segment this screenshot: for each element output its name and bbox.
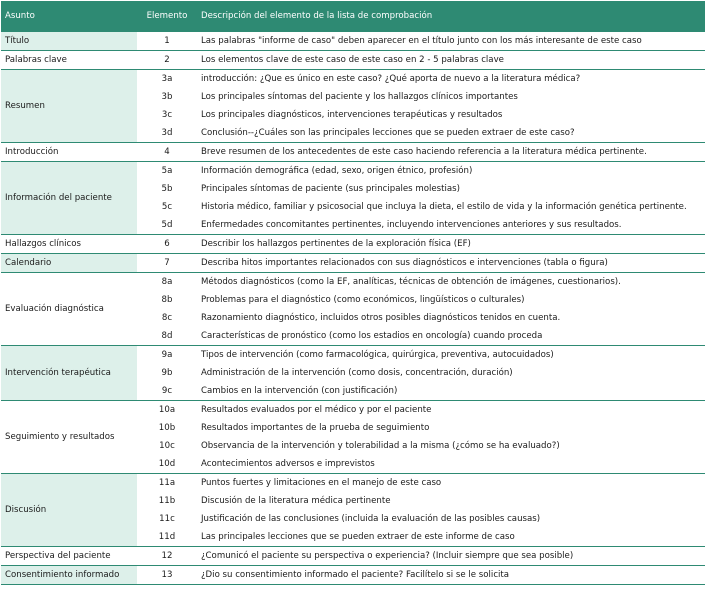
table-row: [1, 32, 705, 51]
item-cell: 11a: [137, 474, 197, 493]
description-cell: Justificación de las conclusiones (incluida la evaluación de las posibles causas): [201, 514, 541, 524]
item-cell: 10a: [137, 401, 197, 420]
topic-cell: Introducción: [1, 143, 137, 162]
item-cell: 5c: [161, 202, 173, 212]
topic-cell: Evaluación diagnóstica: [1, 273, 137, 346]
item-cell: 5b: [161, 184, 173, 194]
topic-cell: Perspectiva del paciente: [1, 547, 137, 566]
description-cell: introducción: ¿Que es único en este caso? ¿Qué aporta de nuevo a la literatura médica?: [197, 70, 705, 89]
item-cell: 7: [137, 254, 197, 273]
table-row: [1, 547, 705, 566]
description-cell: Resultados importantes de la prueba de seguimiento: [201, 423, 430, 433]
topic-cell: Calendario: [1, 254, 137, 273]
item-cell: 8c: [161, 313, 173, 323]
item-cell: 9b: [161, 368, 173, 378]
table-row: [1, 162, 705, 181]
description-cell: Problemas para el diagnóstico (como económicos, lingüísticos o culturales): [201, 295, 525, 305]
table-row: [1, 254, 705, 273]
table-row: [1, 143, 705, 162]
item-cell: 10c: [159, 441, 175, 451]
topic-cell: Palabras clave: [1, 51, 137, 70]
description-cell: Los principales síntomas del paciente y los hallazgos clínicos importantes: [201, 92, 518, 102]
item-cell: 5d: [161, 220, 173, 230]
description-cell: Principales síntomas de paciente (sus principales molestias): [201, 184, 460, 194]
item-cell: 12: [137, 547, 197, 566]
topic-cell: Información del paciente: [1, 162, 137, 235]
table-header: [1, 1, 705, 32]
table-row: [1, 51, 705, 70]
item-cell: 8b: [161, 295, 173, 305]
table-body: [1, 32, 705, 585]
header-topic: Asunto: [1, 1, 137, 32]
item-cell: 9c: [161, 386, 173, 396]
description-cell: Describa hitos importantes relacionados con sus diagnósticos e intervenciones (tabla o figura): [197, 254, 705, 273]
description-cell: Razonamiento diagnóstico, incluidos otros posibles diagnósticos tenidos en cuenta.: [201, 313, 561, 323]
item-cell: 2: [137, 51, 197, 70]
description-cell: Las principales lecciones que se pueden extraer de este informe de caso: [201, 532, 515, 542]
topic-cell: Consentimiento informado: [1, 566, 137, 585]
table-row: [1, 566, 705, 585]
topic-cell: Título: [1, 32, 137, 51]
description-cell: Las palabras "informe de caso" deben aparecer en el título junto con los más interesante de este caso: [197, 32, 705, 51]
item-cell: 11b: [158, 496, 176, 506]
checklist-table: [1, 1, 705, 585]
description-cell: Enfermedades concomitantes pertinentes, incluyendo intervenciones anteriores y sus resultados.: [201, 220, 622, 230]
description-cell: Características de pronóstico (como los estadios en oncología) cuando proceda: [201, 331, 543, 341]
header-description: Descripción del elemento de la lista de comprobación: [197, 1, 705, 32]
item-cell: 11d: [158, 532, 176, 542]
item-cell: 8a: [137, 273, 197, 292]
description-cell: Observancia de la intervención y tolerabilidad a la misma (¿cómo se ha evaluado?): [201, 441, 560, 451]
description-cell: ¿Comunicó el paciente su perspectiva o experiencia? (Incluir siempre que sea posible): [197, 547, 705, 566]
description-cell: ¿Dio su consentimiento informado el paciente? Facilítelo si se le solicita: [197, 566, 705, 585]
table-row: [1, 401, 705, 420]
description-cell: Los elementos clave de este caso de este caso en 2 - 5 palabras clave: [197, 51, 705, 70]
description-cell: Información demográfica (edad, sexo, origen étnico, profesión): [197, 162, 705, 181]
description-cell: Conclusión--¿Cuáles son las principales lecciones que se pueden extraer de este caso?: [201, 128, 575, 138]
item-cell: 4: [137, 143, 197, 162]
description-cell: Puntos fuertes y limitaciones en el manejo de este caso: [197, 474, 705, 493]
item-cell: 10b: [158, 423, 176, 433]
item-cell: 1: [137, 32, 197, 51]
topic-cell: Discusión: [1, 474, 137, 547]
item-cell: 6: [137, 235, 197, 254]
item-cell: 3b: [161, 92, 173, 102]
item-cell: 10d: [158, 459, 176, 469]
item-cell: 3c: [161, 110, 173, 120]
table-row: [1, 346, 705, 365]
description-cell: Administración de la intervención (como dosis, concentración, duración): [201, 368, 513, 378]
item-cell: 13: [137, 566, 197, 585]
description-cell: Cambios en la intervención (con justificación): [201, 386, 398, 396]
topic-cell: Hallazgos clínicos: [1, 235, 137, 254]
description-cell: Métodos diagnósticos (como la EF, analíticas, técnicas de obtención de imágenes, cuestionarios).: [197, 273, 705, 292]
item-cell: 5a: [137, 162, 197, 181]
description-cell: Acontecimientos adversos e imprevistos: [201, 459, 375, 469]
table-row: [1, 70, 705, 89]
description-cell: Discusión de la literatura médica pertinente: [201, 496, 391, 506]
item-cell: 9a: [137, 346, 197, 365]
description-cell: Los principales diagnósticos, intervenciones terapéuticas y resultados: [201, 110, 503, 120]
topic-cell: Intervención terapéutica: [1, 346, 137, 401]
item-cell: 11c: [159, 514, 175, 524]
description-cell: Historia médico, familiar y psicosocial que incluya la dieta, el estilo de vida y la información genética pertinente.: [201, 202, 687, 212]
header-row: [1, 1, 705, 32]
description-cell: Breve resumen de los antecedentes de este caso haciendo referencia a la literatura médica pertinente.: [197, 143, 705, 162]
description-cell: Tipos de intervención (como farmacológica, quirúrgica, preventiva, autocuidados): [197, 346, 705, 365]
description-cell: Resultados evaluados por el médico y por el paciente: [197, 401, 705, 420]
table-row: [1, 273, 705, 292]
header-item: Elemento: [137, 1, 197, 32]
table-row: [1, 235, 705, 254]
item-cell: 8d: [161, 331, 173, 341]
table-row: [1, 474, 705, 493]
topic-cell: Seguimiento y resultados: [1, 401, 137, 474]
description-cell: Describir los hallazgos pertinentes de la exploración física (EF): [197, 235, 705, 254]
item-cell: 3a: [137, 70, 197, 89]
topic-cell: Resumen: [1, 70, 137, 143]
item-cell: 3d: [161, 128, 173, 138]
